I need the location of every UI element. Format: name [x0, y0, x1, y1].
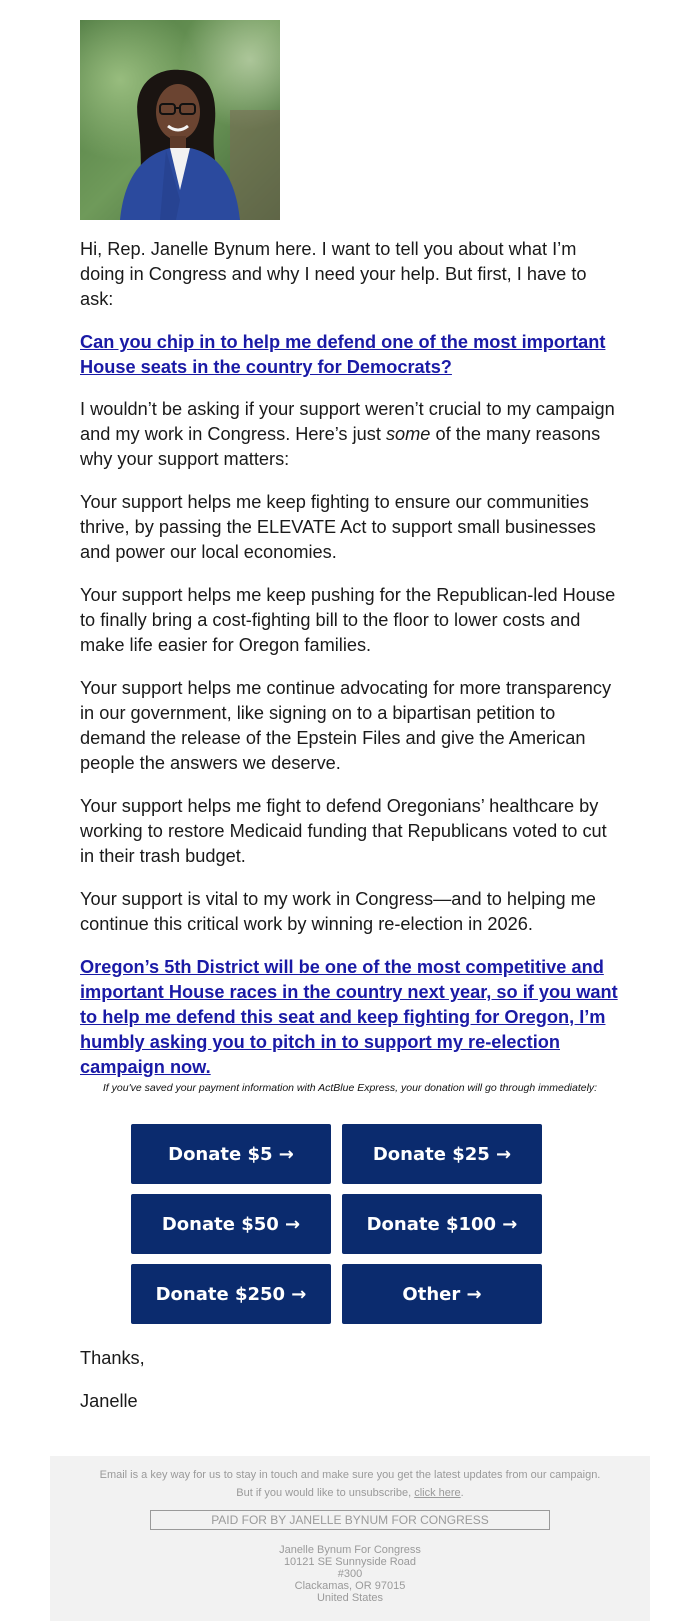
intro-paragraph: Hi, Rep. Janelle Bynum here. I want to tell you about what I’m doing in Congress and why I need your help. But first, I have to ask:	[80, 239, 587, 309]
address-line: Janelle Bynum For Congress	[279, 1544, 421, 1556]
transparency-paragraph: Your support helps me continue advocating for more transparency in our government, like signing on to a bipartisan petition to demand the release of the Epstein Files and give the American people the answers we deserve.	[80, 678, 612, 773]
donate-50-button[interactable]: Donate $50 →	[131, 1194, 331, 1254]
reelection-link-paragraph	[80, 955, 622, 1080]
actblue-note: If you've saved your payment information with ActBlue Express, your donation will go through immediately:	[102, 1082, 598, 1094]
address-line: Clackamas, OR 97015	[294, 1580, 406, 1592]
reasons-paragraph	[80, 397, 622, 472]
unsubscribe-link[interactable]: click here	[414, 1487, 461, 1499]
unsubscribe-prefix: But if you would like to unsubscribe,	[236, 1487, 415, 1499]
address-line: United States	[316, 1592, 384, 1604]
portrait-photo-icon	[80, 20, 280, 220]
donate-100-button[interactable]: Donate $100 →	[342, 1194, 542, 1254]
reasons-text-a: I wouldn’t be asking if your support weren’t crucial to my campaign and my work in Congress. Here’s just	[80, 399, 615, 444]
address-line: 10121 SE Sunnyside Road	[283, 1556, 417, 1568]
reasons-emphasis: some	[385, 424, 431, 444]
email-footer	[50, 1456, 650, 1621]
signature-name: Janelle	[80, 1391, 138, 1411]
elevate-paragraph: Your support helps me keep fighting to ensure our communities thrive, by passing the ELEVATE Act to support small businesses and power our local economies.	[80, 492, 596, 562]
paid-for-disclaimer: PAID FOR BY JANELLE BYNUM FOR CONGRESS	[150, 1510, 550, 1530]
mailing-address	[50, 1544, 650, 1604]
donate-5-button[interactable]: Donate $5 →	[131, 1124, 331, 1184]
email-body	[80, 237, 622, 1098]
donate-25-button[interactable]: Donate $25 →	[342, 1124, 542, 1184]
reasons-text-b: of the many reasons why your support matters:	[80, 424, 601, 469]
unsubscribe-suffix: .	[460, 1487, 464, 1499]
reelection-link[interactable]: Oregon’s 5th District will be one of the most competitive and important House races in the country next year, so if you want to help me defend this seat and keep fighting for Oregon, I’m humbly asking you to pitch in to support my re-election campaign now.	[80, 957, 618, 1077]
footer-line-1: Email is a key way for us to stay in touch and make sure you get the latest updates from our campaign.	[99, 1469, 601, 1481]
donate-other-button[interactable]: Other →	[342, 1264, 542, 1324]
donate-250-button[interactable]: Donate $250 →	[131, 1264, 331, 1324]
footer-line-2	[50, 1484, 650, 1502]
candidate-photo	[80, 20, 280, 220]
cost-bill-paragraph: Your support helps me keep pushing for the Republican-led House to finally bring a cost-fighting bill to the floor to lower costs and make life easier for Oregon families.	[80, 585, 616, 655]
address-line: #300	[337, 1568, 363, 1580]
chip-in-link[interactable]: Can you chip in to help me defend one of the most important House seats in the country for Democrats?	[80, 332, 606, 377]
vital-paragraph: Your support is vital to my work in Congress—and to helping me continue this critical work by winning re-election in 2026.	[80, 889, 596, 934]
ask-link-paragraph	[80, 330, 622, 380]
healthcare-paragraph: Your support helps me fight to defend Oregonians’ healthcare by working to restore Medicaid funding that Republicans voted to cut in their trash budget.	[80, 796, 607, 866]
thanks-text: Thanks,	[80, 1348, 145, 1368]
